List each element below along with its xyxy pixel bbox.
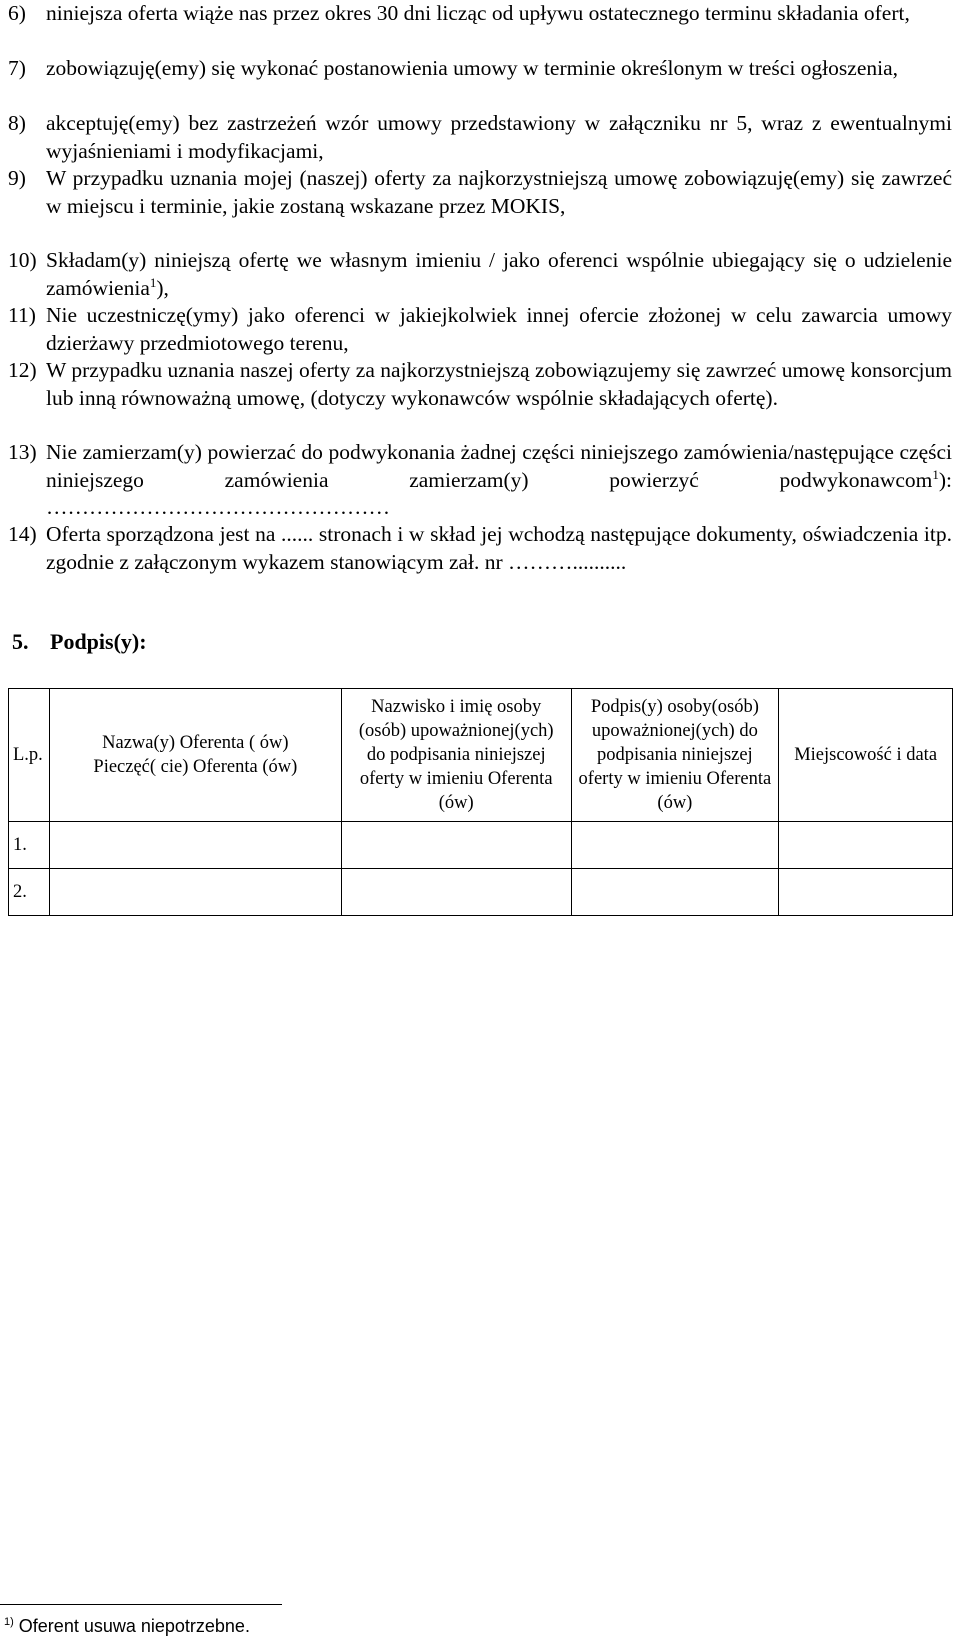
declaration-list xyxy=(8,0,952,576)
list-item xyxy=(8,521,952,576)
table-header-row xyxy=(9,689,953,822)
table-cell xyxy=(341,822,571,869)
item-text: Oferta sporządzona jest na ...... stronach i w skład jej wchodzą następujące dokumenty, oświadczenia itp. zgodnie z załączonym wykazem stanowiącym zał. nr ……….......... xyxy=(46,522,952,574)
item-number: 7) xyxy=(8,56,26,80)
list-item xyxy=(8,247,952,302)
item-text: Nie uczestniczę(ymy) jako oferenci w jakiejkolwiek innej ofercie złożonej w celu zawarcia umowy dzierżawy przedmiotowego terenu, xyxy=(46,303,952,355)
footnote-separator xyxy=(0,1604,282,1605)
footnote-ref: 1 xyxy=(932,466,939,482)
list-item xyxy=(8,165,952,247)
footnote-text: Oferent usuwa niepotrzebne. xyxy=(18,1616,250,1636)
item-number: 8) xyxy=(8,111,26,135)
signature-table xyxy=(8,688,953,916)
list-item xyxy=(8,439,952,521)
item-text: niniejsza oferta wiąże nas przez okres 30 dni licząc od upływu ostatecznego terminu składania ofert, xyxy=(46,1,910,25)
table-cell xyxy=(49,869,341,916)
header-lp: L.p. xyxy=(9,689,50,822)
item-number: 11) xyxy=(8,303,36,327)
header-signature: Podpis(y) osoby(osób) upoważnionej(ych) do podpisania niniejszej oferty w imieniu Oferenta (ów) xyxy=(571,689,779,822)
header-offeror-name: Nazwa(y) Oferenta ( ów) Pieczęć( cie) Oferenta (ów) xyxy=(49,689,341,822)
item-text: zobowiązuję(emy) się wykonać postanowienia umowy w terminie określonym w treści ogłoszenia, xyxy=(46,56,899,80)
section-title: Podpis(y): xyxy=(50,629,147,654)
table-cell xyxy=(779,822,953,869)
item-text: Składam(y) niniejszą ofertę we własnym imieniu / jako oferenci wspólnie ubiegający się o udzielenie zamówienia$^1$), xyxy=(46,248,952,300)
list-item xyxy=(8,357,952,439)
table-cell xyxy=(571,822,779,869)
table-row xyxy=(9,869,953,916)
item-text: W przypadku uznania mojej (naszej) oferty za najkorzystniejszą umowę zobowiązuję(emy) się zawrzeć w miejscu i terminie, jakie zostaną wskazane przez MOKIS, xyxy=(46,166,952,218)
item-text: W przypadku uznania naszej oferty za najkorzystniejszą zobowiązujemy się zawrzeć umowę konsorcjum lub inną równoważną umowę, (dotyczy wykonawców wspólnie składających ofertę). xyxy=(46,358,952,410)
footnote-mark: 1) xyxy=(4,1616,14,1628)
table-row xyxy=(9,822,953,869)
item-number: 13) xyxy=(8,440,37,464)
item-text: akceptuję(emy) bez zastrzeżeń wzór umowy przedstawiony w załączniku nr 5, wraz z ewentualnymi wyjaśnieniami i modyfikacjami, xyxy=(46,111,952,163)
table-cell: 1. xyxy=(9,822,50,869)
table-cell xyxy=(341,869,571,916)
table-cell xyxy=(571,869,779,916)
header-place-date: Miejscowość i data xyxy=(779,689,953,822)
list-item xyxy=(8,302,952,357)
table-cell xyxy=(49,822,341,869)
item-number: 14) xyxy=(8,522,37,546)
header-authorized-person: Nazwisko i imię osoby (osób) upoważnionej(ych) do podpisania niniejszej oferty w imieniu Oferenta (ów) xyxy=(341,689,571,822)
section-number: 5. xyxy=(12,629,29,654)
table-cell: 2. xyxy=(9,869,50,916)
item-number: 9) xyxy=(8,166,26,190)
table-cell xyxy=(779,869,953,916)
list-item xyxy=(8,55,952,110)
list-item xyxy=(8,110,952,165)
item-number: 12) xyxy=(8,358,37,382)
footnote-ref: 1 xyxy=(149,274,157,290)
list-item xyxy=(8,0,952,55)
footnote xyxy=(4,1616,250,1637)
section-heading xyxy=(12,629,147,655)
item-text: Nie zamierzam(y) powierzać do podwykonania żadnej części niniejszego zamówienia/następujące części niniejszego zamówienia zamierzam(y) powierzyć podwykonawcom$^1$): ………………………………………… xyxy=(46,440,952,519)
item-number: 10) xyxy=(8,248,37,272)
item-number: 6) xyxy=(8,1,26,25)
